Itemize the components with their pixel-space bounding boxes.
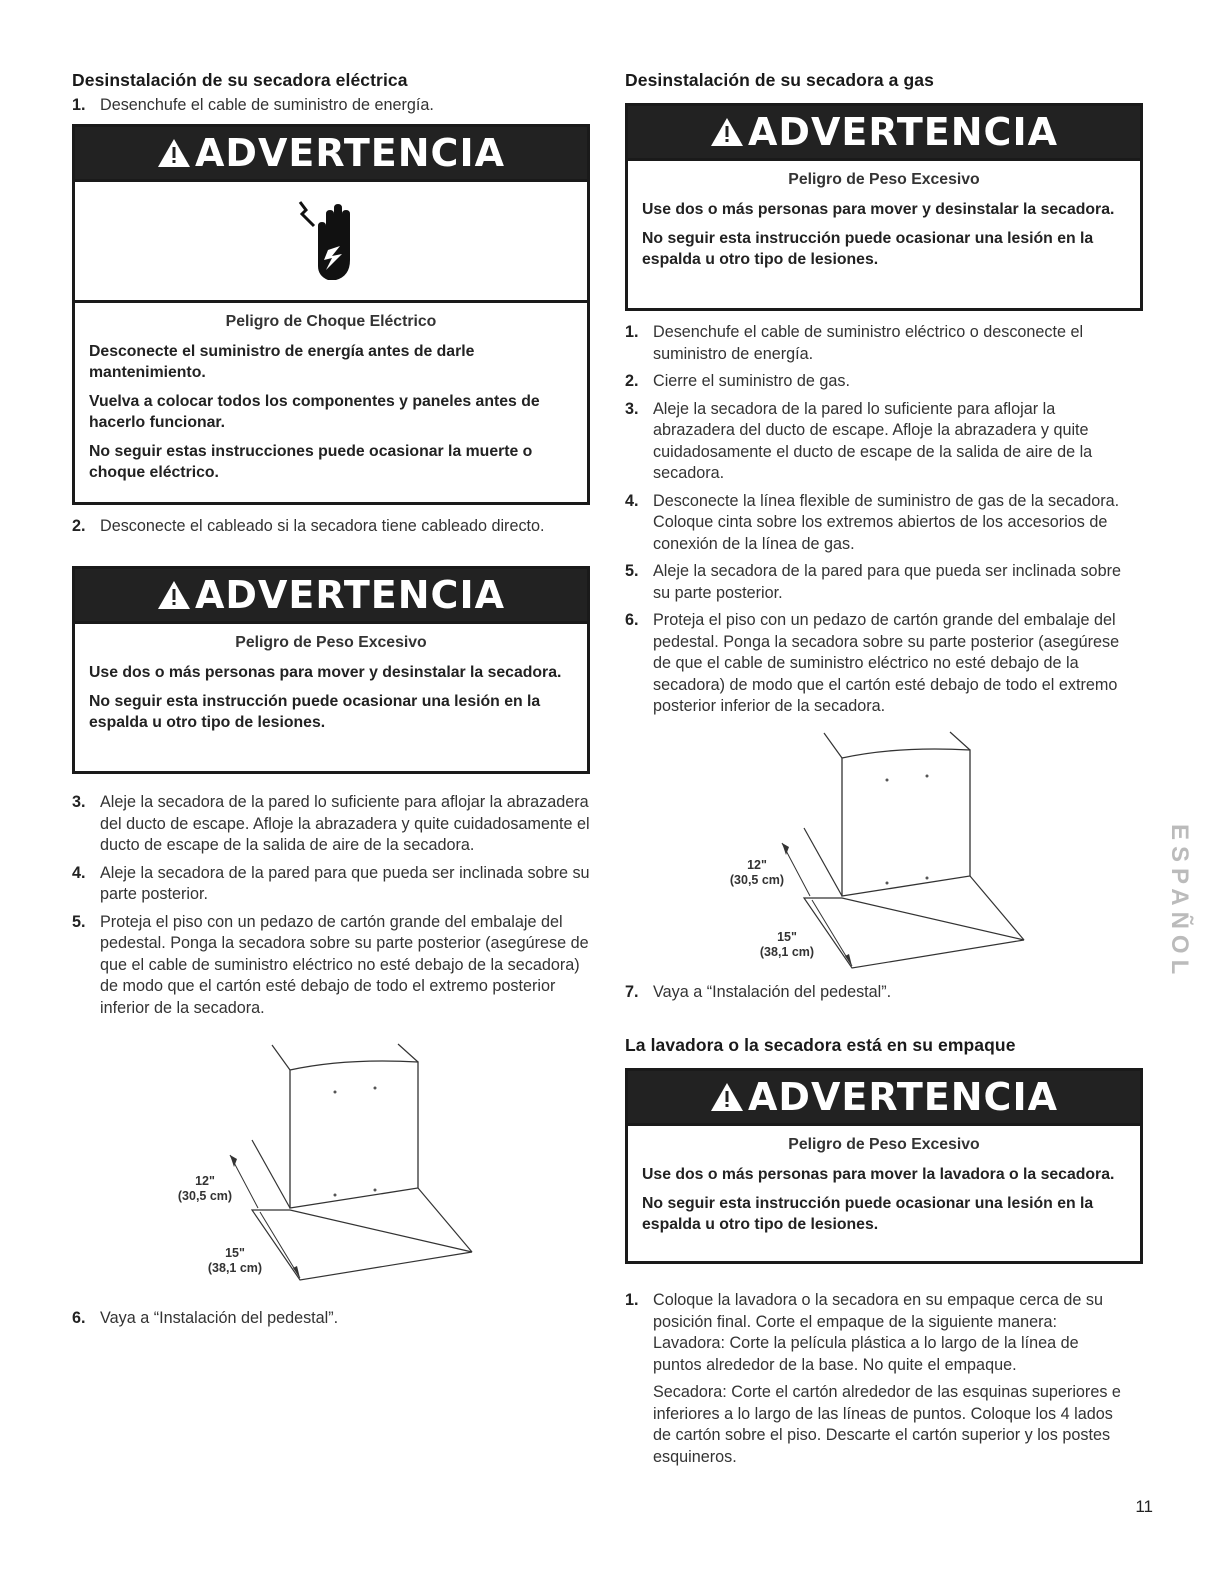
dimension-label: 12" (30,5 cm)	[177, 1174, 233, 1203]
heading-in-packaging: La lavadora o la secadora está en su empaque	[625, 1035, 1016, 1055]
warning-banner: ADVERTENCIA	[75, 127, 587, 182]
list-item: 5. Aleje la secadora de la pared para que pueda ser inclinada sobre su parte posterior.	[625, 562, 1121, 602]
warning-title: Peligro de Peso Excesivo	[788, 171, 980, 188]
heading-electric-uninstall: Desinstalación de su secadora eléctrica	[72, 70, 408, 90]
warning-box-excessive-weight	[72, 566, 590, 774]
list-item: 2. Cierre el suministro de gas.	[625, 372, 851, 390]
step-list	[72, 516, 572, 538]
list-item: 2. Desconecte el cableado si la secadora tiene cableado directo.	[72, 517, 545, 535]
warning-text: No seguir esta instrucción puede ocasionar una lesión en la espalda u otro tipo de lesiones.	[642, 1195, 1094, 1233]
warning-banner: ADVERTENCIA	[628, 1071, 1140, 1126]
list-item: 5. Proteja el piso con un pedazo de cartón grande del embalaje del pedestal. Ponga la secadora sobre su parte posterior (asegúrese de que el cable de suministro eléctrico no esté debajo de la secadora) de modo que el cartón esté debajo de todo el extremo posterior inferior de la secadora.	[72, 912, 589, 1017]
warning-triangle-icon	[710, 117, 744, 147]
list-item: 1. Coloque la lavadora o la secadora en su empaque cerca de su posición final. Corte el empaque de la siguiente manera: Lavadora: Corte la película plástica a lo largo de la línea de puntos alrededor de la base. No quite el empaque. Secadora: Corte el cartón alrededor de las esquinas superiores e inferiores a lo largo de las líneas de puntos. Coloque los 4 lados de cartón sobre el piso. Descarte el cartón superior y los postes esquineros.	[625, 1291, 1121, 1466]
warning-box-electric-shock	[72, 124, 590, 505]
warning-text: Use dos o más personas para mover la lavadora o la secadora.	[642, 1166, 1115, 1183]
list-item: 6. Proteja el piso con un pedazo de cartón grande del embalaje del pedestal. Ponga la secadora sobre su parte posterior (asegúrese de que el cable de suministro eléctrico no esté debajo de la secadora) de modo que el cartón esté debajo de todo el extremo posterior inferior de la secadora.	[625, 611, 1120, 715]
electric-shock-hand-icon	[75, 182, 587, 303]
warning-text: Use dos o más personas para mover y desinstalar la secadora.	[642, 201, 1115, 218]
warning-text: No seguir esta instrucción puede ocasionar una lesión en la espalda u otro tipo de lesiones.	[89, 693, 541, 731]
warning-box-excessive-weight	[625, 103, 1143, 311]
heading-gas-uninstall: Desinstalación de su secadora a gas	[625, 70, 934, 90]
dryer-on-cardboard-figure	[160, 1040, 490, 1290]
warning-text: Desconecte el suministro de energía antes de darle mantenimiento.	[89, 343, 475, 381]
side-tab-label: ESPAÑOL	[1166, 824, 1193, 981]
list-item: 6. Vaya a “Instalación del pedestal”.	[72, 1309, 339, 1327]
list-item: 3. Aleje la secadora de la pared lo suficiente para aflojar la abrazadera del ducto de escape. Afloje la abrazadera y quite cuidadosamente el ducto de escape de la salida de aire de la secadora.	[72, 793, 590, 854]
warning-title: Peligro de Choque Eléctrico	[225, 313, 437, 330]
dimension-label: 15" (38,1 cm)	[207, 1246, 263, 1275]
step-list	[72, 1308, 572, 1330]
language-side-tab	[1158, 820, 1193, 1068]
warning-title: Peligro de Peso Excesivo	[235, 634, 427, 651]
warning-triangle-icon	[157, 580, 191, 610]
warning-text: No seguir estas instrucciones puede ocasionar la muerte o choque eléctrico.	[89, 443, 533, 481]
step-list	[72, 95, 592, 117]
dimension-label: 15" (38,1 cm)	[759, 930, 815, 959]
warning-banner: ADVERTENCIA	[628, 106, 1140, 161]
step-list	[72, 792, 592, 1019]
list-item: 7. Vaya a “Instalación del pedestal”.	[625, 983, 892, 1001]
list-item: 1. Desenchufe el cable de suministro de energía.	[72, 96, 434, 114]
step-list	[625, 322, 1140, 718]
list-item: 1. Desenchufe el cable de suministro eléctrico o desconecte el suministro de energía.	[625, 323, 1084, 363]
warning-text: Vuelva a colocar todos los componentes y paneles antes de hacerlo funcionar.	[89, 393, 540, 431]
dryer-on-cardboard-figure	[712, 728, 1042, 978]
warning-text: Use dos o más personas para mover y desinstalar la secadora.	[89, 664, 562, 681]
warning-triangle-icon	[710, 1082, 744, 1112]
page-number: 11	[1135, 1497, 1153, 1516]
step-list	[625, 982, 1140, 1004]
warning-box-excessive-weight	[625, 1068, 1143, 1264]
dimension-label: 12" (30,5 cm)	[729, 858, 785, 887]
warning-triangle-icon	[157, 138, 191, 168]
warning-banner: ADVERTENCIA	[75, 569, 587, 624]
warning-title: Peligro de Peso Excesivo	[788, 1136, 980, 1153]
step-list	[625, 1290, 1125, 1468]
list-item: 4. Aleje la secadora de la pared para que pueda ser inclinada sobre su parte posterior.	[72, 863, 590, 903]
list-item: 3. Aleje la secadora de la pared lo suficiente para aflojar la abrazadera del ducto de escape. Afloje la abrazadera y quite cuidadosamente el ducto de escape de la salida de aire de la secadora.	[625, 399, 1093, 482]
warning-text: No seguir esta instrucción puede ocasionar una lesión en la espalda u otro tipo de lesiones.	[642, 230, 1094, 268]
list-item: 4. Desconecte la línea flexible de suministro de gas de la secadora. Coloque cinta sobre los extremos abiertos de los accesorios de conexión de la línea de gas.	[625, 491, 1120, 553]
